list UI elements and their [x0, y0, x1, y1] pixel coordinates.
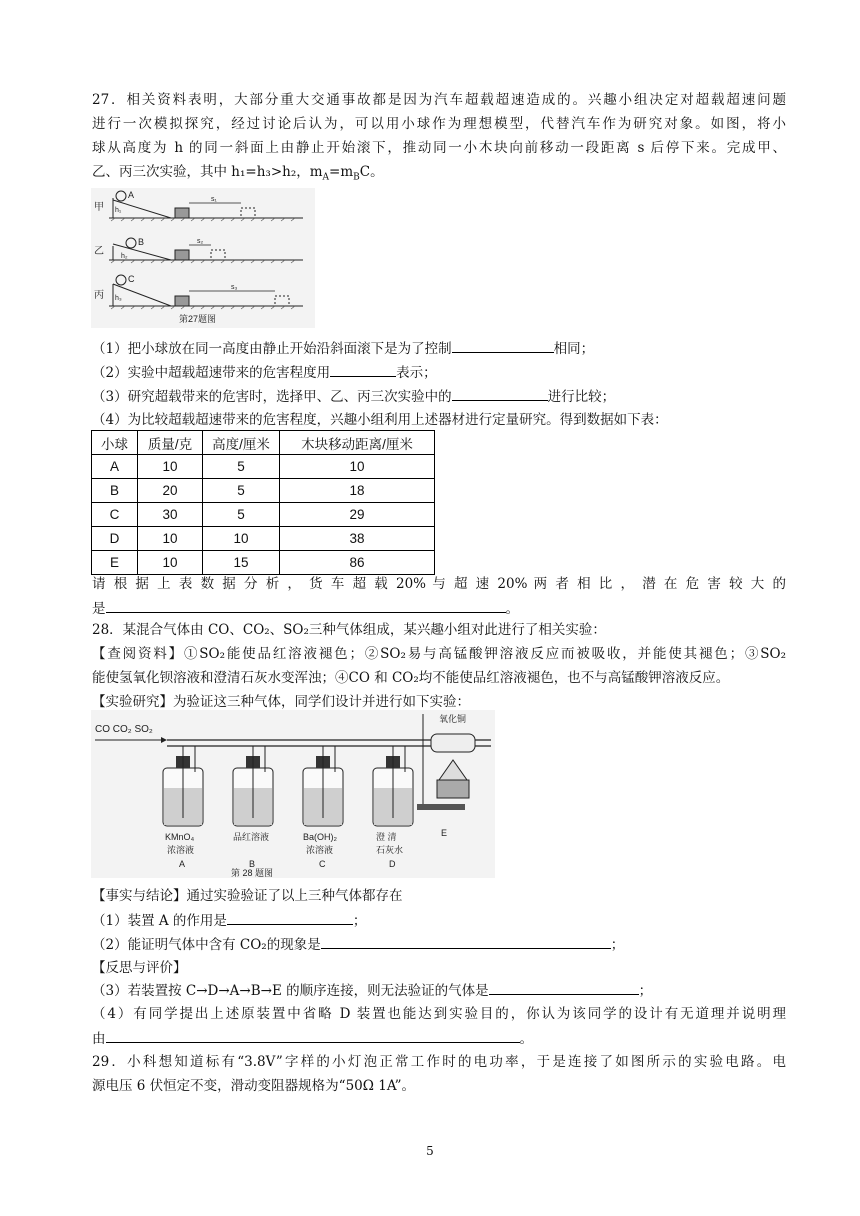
q27-line4: 乙、丙三次实验，其中 h₁=h₃>h₂，$m_A=m_BC$。 [92, 164, 384, 183]
q28-reflect: 【反思与评价】 [92, 960, 187, 976]
fig27-caption: 第27题图 [179, 314, 217, 324]
answer-blank[interactable] [452, 386, 548, 401]
answer-blank[interactable] [489, 980, 639, 995]
bottle-d [373, 746, 413, 869]
table-cell: 29 [280, 503, 435, 527]
svg-text:丙: 丙 [94, 290, 104, 301]
table-cell: 10 [138, 455, 203, 479]
svg-text:B: B [138, 237, 145, 247]
q28-study: 【实验研究】为验证这三种气体，同学们设计并进行如下实验： [92, 694, 470, 710]
svg-text:s₂: s₂ [197, 238, 204, 245]
svg-text:浓溶液: 浓溶液 [167, 845, 195, 855]
answer-blank[interactable] [330, 362, 396, 377]
table-cell: 38 [280, 527, 435, 551]
gas-label: CO CO₂ SO₂ [95, 724, 153, 735]
table-cell: D [92, 527, 138, 551]
q28-ref1: 【查阅资料】①SO₂能使品红溶液褪色；②SO₂易与高锰酸钾溶液反应而被吸收，并能使其褪色；③SO₂ [92, 646, 786, 662]
table-cell: A [92, 455, 138, 479]
answer-blank[interactable] [227, 910, 353, 925]
table-cell: B [92, 479, 138, 503]
table-row [92, 455, 435, 479]
table-header: 质量/克 [138, 431, 203, 455]
answer-blank[interactable] [452, 338, 554, 353]
table-cell: 15 [203, 551, 280, 575]
q28-ref2: 能使氢氧化钡溶液和澄清石灰水变浑浊；④CO 和 CO₂均不能使品红溶液褪色，也不与高锰酸钾溶液反应。 [92, 670, 730, 686]
table-cell: 10 [138, 551, 203, 575]
table-cell: E [92, 551, 138, 575]
svg-text:浓溶液: 浓溶液 [306, 845, 334, 855]
table-row [92, 479, 435, 503]
table-cell: 10 [138, 527, 203, 551]
q27-sub1: （1）把小球放在同一高度由静止开始沿斜面滚下是为了控制 相同； [92, 338, 594, 359]
q28-facts: 【事实与结论】通过实验验证了以上三种气体都存在 [92, 888, 403, 904]
q28-sub1: （1）装置 A 的作用是 ； [92, 910, 366, 931]
svg-text:s₃: s₃ [231, 284, 238, 291]
svg-text:Ba(OH)₂: Ba(OH)₂ [303, 832, 337, 842]
table-cell: 30 [138, 503, 203, 527]
answer-blank[interactable] [321, 934, 611, 949]
svg-text:氧化铜: 氧化铜 [439, 714, 467, 724]
q28-sub2: （2）能证明气体中含有 CO₂的现象是 ； [92, 934, 624, 955]
svg-text:h₃: h₃ [115, 295, 122, 302]
table-header: 高度/厘米 [203, 431, 280, 455]
table-cell: 5 [203, 503, 280, 527]
table-cell: 20 [138, 479, 203, 503]
q27-sub3: （3）研究超载带来的危害时，选择甲、乙、丙三次实验中的 进行比较； [92, 386, 615, 407]
table-cell: 5 [203, 455, 280, 479]
q28-sub3: （3）若装置按 C→D→A→B→E 的顺序连接，则无法验证的气体是 ； [92, 980, 652, 1001]
svg-text:澄 清: 澄 清 [376, 832, 397, 842]
q27-line1: 27．相关资料表明，大部分重大交通事故都是因为汽车超载超速造成的。兴趣小组决定对超载超速问题 [92, 92, 786, 108]
bottle-c [303, 746, 343, 869]
q29-line1: 29．小科想知道标有“3.8V”字样的小灯泡正常工作时的电功率，于是连接了如图所示的实验电路。电 [92, 1054, 786, 1070]
table-row [92, 551, 435, 575]
bottle-a [163, 746, 203, 869]
table-cell: 18 [280, 479, 435, 503]
table-cell: 10 [203, 527, 280, 551]
q29-line2: 源电压 6 伏恒定不变，滑动变阻器规格为“50Ω 1A”。 [92, 1078, 415, 1094]
svg-text:石灰水: 石灰水 [376, 845, 404, 855]
answer-blank[interactable] [106, 598, 506, 613]
figure-28 [91, 710, 495, 878]
svg-text:B: B [249, 859, 256, 869]
svg-text:A: A [179, 859, 186, 869]
q27-conclusion-line1: 请 根 据 上 表 数 据 分 析 ， 货 车 超 载 20% 与 超 速 20% 两 者 相 比 ， 潜 在 危 害 较 大 的 [92, 576, 786, 592]
table-cell: C [92, 503, 138, 527]
q28-sub4-line2: 由 。 [92, 1028, 533, 1049]
figure-27 [91, 188, 315, 328]
svg-text:KMnO₄: KMnO₄ [165, 832, 195, 842]
fig27-row-label: 甲 [94, 202, 104, 213]
q27-conclusion-line2: 是 。 [92, 598, 519, 619]
svg-text:D: D [389, 859, 396, 869]
device-e [417, 713, 475, 838]
svg-text:h₁: h₁ [115, 207, 122, 214]
page-number: 5 [426, 1144, 434, 1158]
table-header: 小球 [92, 431, 138, 455]
svg-text:C: C [319, 859, 326, 869]
table-header-row [92, 431, 435, 455]
q27-sub2: （2）实验中超载超速带来的危害程度用 表示； [92, 362, 437, 383]
data-table [91, 430, 435, 575]
svg-text:E: E [441, 828, 448, 838]
table-cell: 86 [280, 551, 435, 575]
table-row [92, 527, 435, 551]
q27-line2: 进行一次模拟探究，经过讨论后认为，可以用小球作为理想模型，代替汽车作为研究对象。如图，将小 [92, 116, 786, 132]
q28-sub4-line1: （4）有同学提出上述原装置中省略 D 装置也能达到实验目的，你认为该同学的设计有无道理并说明理 [92, 1006, 786, 1022]
figure-27-drawing [91, 188, 315, 328]
svg-text:C: C [128, 274, 135, 284]
svg-text:A: A [128, 190, 135, 200]
svg-text:h₂: h₂ [121, 253, 128, 260]
fig28-caption: 第 28 题图 [231, 868, 274, 878]
svg-text:品红溶液: 品红溶液 [233, 832, 270, 842]
svg-text:乙: 乙 [94, 246, 104, 257]
answer-blank[interactable] [106, 1028, 520, 1043]
table-cell: 5 [203, 479, 280, 503]
q28-line1: 28．某混合气体由 CO、CO₂、SO₂三种气体组成，某兴趣小组对此进行了相关实验： [92, 622, 606, 638]
q27-sub4: （4）为比较超载超速带来的危害程度，兴趣小组利用上述器材进行定量研究。得到数据如下表： [92, 412, 668, 428]
figure-28-drawing [91, 710, 495, 878]
svg-text:s₁: s₁ [211, 196, 217, 203]
table-header: 木块移动距离/厘米 [280, 431, 435, 455]
bottle-b [233, 746, 273, 869]
table-cell: 10 [280, 455, 435, 479]
q27-line3: 球从高度为 h 的同一斜面上由静止开始滚下，推动同一小木块向前移动一段距离 s 后停下来。完成甲、 [92, 140, 786, 156]
table-row [92, 503, 435, 527]
